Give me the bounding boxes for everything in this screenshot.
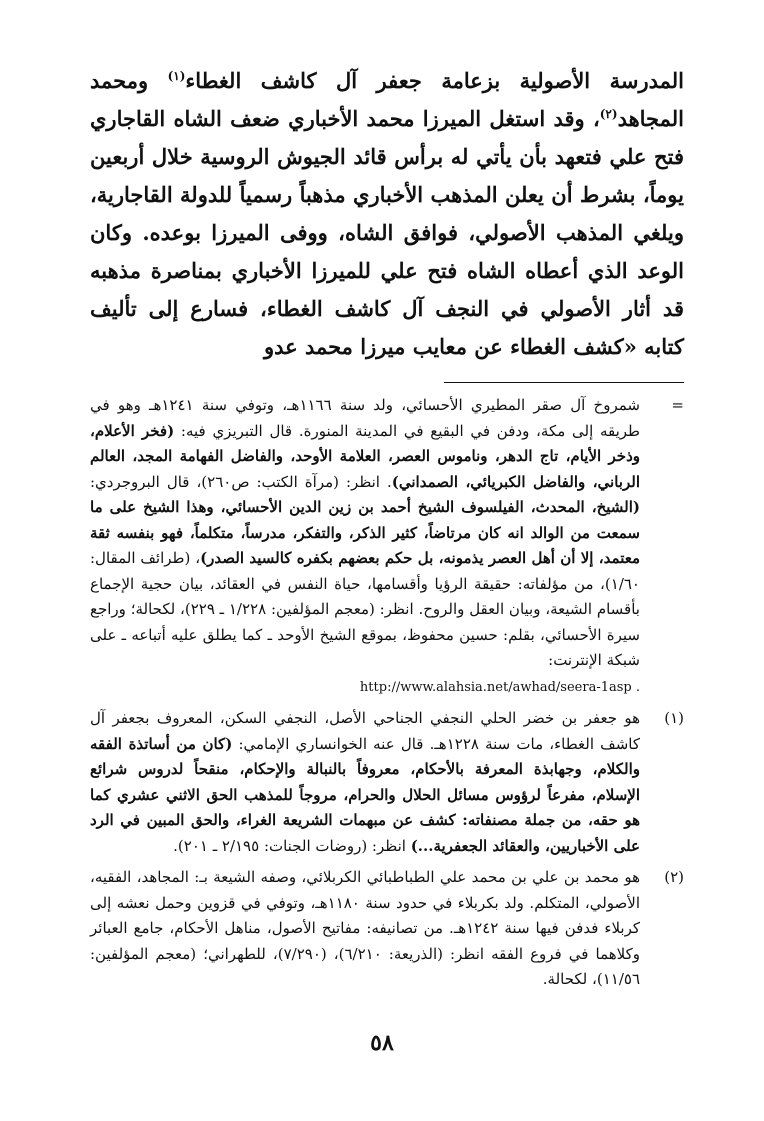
footnote-text: انظر: (روضات الجنات: ٢/١٩٥ ـ ٢٠١). <box>173 836 411 855</box>
footnote-1 <box>90 706 684 859</box>
footnote-marker: = <box>671 396 684 414</box>
footnote-2 <box>90 865 684 993</box>
page-number: ٥٨ <box>370 1030 394 1056</box>
footnote-text: هو جعفر بن خضر الحلي النجفي الجناحي الأصل، النجفي السكن، المعروف بجعفر آل كاشف الغطاء، مات سنة ١٢٢٨هـ. قال عنه الخوانساري الإمامي: <box>90 709 640 753</box>
main-text-part-2: ومحمد المجاهد <box>90 68 684 131</box>
footnote-quote: (الشيخ، المحدث، الفيلسوف الشيخ أحمد بن زين الدين الأحسائي، وهذا الشيخ على ما سمعت من الوالد انه كان مرتاضاً، كثير الذكر، والتفكر، مدرساً، متكلماً، فهو بنفسه ثقة معتمد، إلا أن أهل العصر يذمونه، بل حكم بعضهم بكفره كالسيد الصدر) <box>90 498 640 567</box>
footnote-text: . انظر: (مرآة الكتب: ص٢٦٠)، قال البروجردي: <box>90 472 392 491</box>
footnote-ref-2: (٢) <box>599 107 618 121</box>
main-text-part-3: ، وقد استغل الميرزا محمد الأخباري ضعف الشاه القاجاري فتح علي فتعهد بأن يأتي له برأس قائد الجيوش الروسية خلال أربعين يوماً، بشرط أن يعلن المذهب الأخباري مذهباً رسمياً للدولة القاجارية، ويلغي المذهب الأصولي، فوافق الشاه، ووفى الميرزا بوعده. وكان الوعد الذي أعطاه الشاه فتح علي للميرزا الأخباري بمناصرة مذهبه قد أثار الأصولي في النجف آل كاشف الغطاء، فسارع إلى تأليف كتابه «كشف الغطاء عن معايب ميرزا محمد عدو <box>90 106 684 359</box>
footnote-marker: (١) <box>664 709 684 727</box>
footnote-body <box>90 393 640 700</box>
footnote-body <box>90 865 640 993</box>
footnote-text: ، (طرائف المقال: ١/٦٠)، من مؤلفاته: حقيقة الرؤيا وأقسامها، حياة النفس في العقائد، بيان حجية الإجماع بأقسام الشيعة، وبيان العقل والروح. انظر: (معجم المؤلفين: ١/٢٢٨ ـ ٢٢٩)، لكحالة؛ وراجع سيرة الأحسائي، بقلم: حسين محفوظ، بموقع الشيخ الأوحد ـ كما يطلق عليه أتباعه ـ على شبكة الإنترنت: <box>90 549 640 669</box>
footnote-text: هو محمد بن علي بن محمد علي الطباطبائي الكربلائي، وصفه الشيعة بـ: المجاهد، الفقيه، الأصولي، المتكلم. ولد بكربلاء في حدود سنة ١١٨٠هـ، وتوفي في قزوين وحمل نعشه إلى كربلاء فدفن فيها سنة ١٢٤٢هـ. من تصانيفه: مفاتيح الأصول، مناهل الأحكام، جامع العبائر وكلاهما في فروع الفقه انظر: (الذريعة: ٦/٢١٠)، (٧/٢٩٠)، للطهراني؛ (معجم المؤلفين: ١١/٥٦)، لكحالة. <box>90 868 640 988</box>
footnote-separator <box>444 382 684 383</box>
main-text <box>90 62 684 366</box>
footnote-continued <box>90 393 684 700</box>
footnote-text: شمروخ آل صقر المطيري الأحسائي، ولد سنة ١١٦٦هـ، وتوفي سنة ١٢٤١هـ وهو في طريقه إلى مكة، ودفن في البقيع في المدينة المنورة. قال التبريزي فيه: <box>90 396 640 440</box>
main-paragraph <box>90 62 684 366</box>
footnote-ref-1: (١) <box>167 69 186 83</box>
main-text-part-1: المدرسة الأصولية بزعامة جعفر آل كاشف الغطاء <box>185 68 685 93</box>
footnote-body <box>90 706 640 859</box>
footnote-url: http://www.alahsia.net/awhad/seera-1asp . <box>359 679 640 695</box>
footnote-marker: (٢) <box>664 868 684 886</box>
footnote-quote: (كان من أساتذة الفقه والكلام، وجهابذة المعرفة بالأحكام، معروفاً بالنبالة والإحكام، منقحاً لدروس شرائع الإسلام، مفرعاً لرؤوس مسائل الحلال والحرام، مروجاً للمذهب الحق الاثني عشري كما هو حقه، من جملة مصنفاته: كشف عن مبهمات الشريعة الغراء، والحق المبين في الرد على الأخباريين، والعقائد الجعفرية...) <box>90 734 640 855</box>
footnote-quote: (فخر الأعلام، وذخر الأيام، تاج الدهر، وناموس العصر، العلامة الأوحد، والفاضل الفهامة المجد، العالم الرباني، والفاضل الكبريائي، الصمداني) <box>90 421 640 491</box>
